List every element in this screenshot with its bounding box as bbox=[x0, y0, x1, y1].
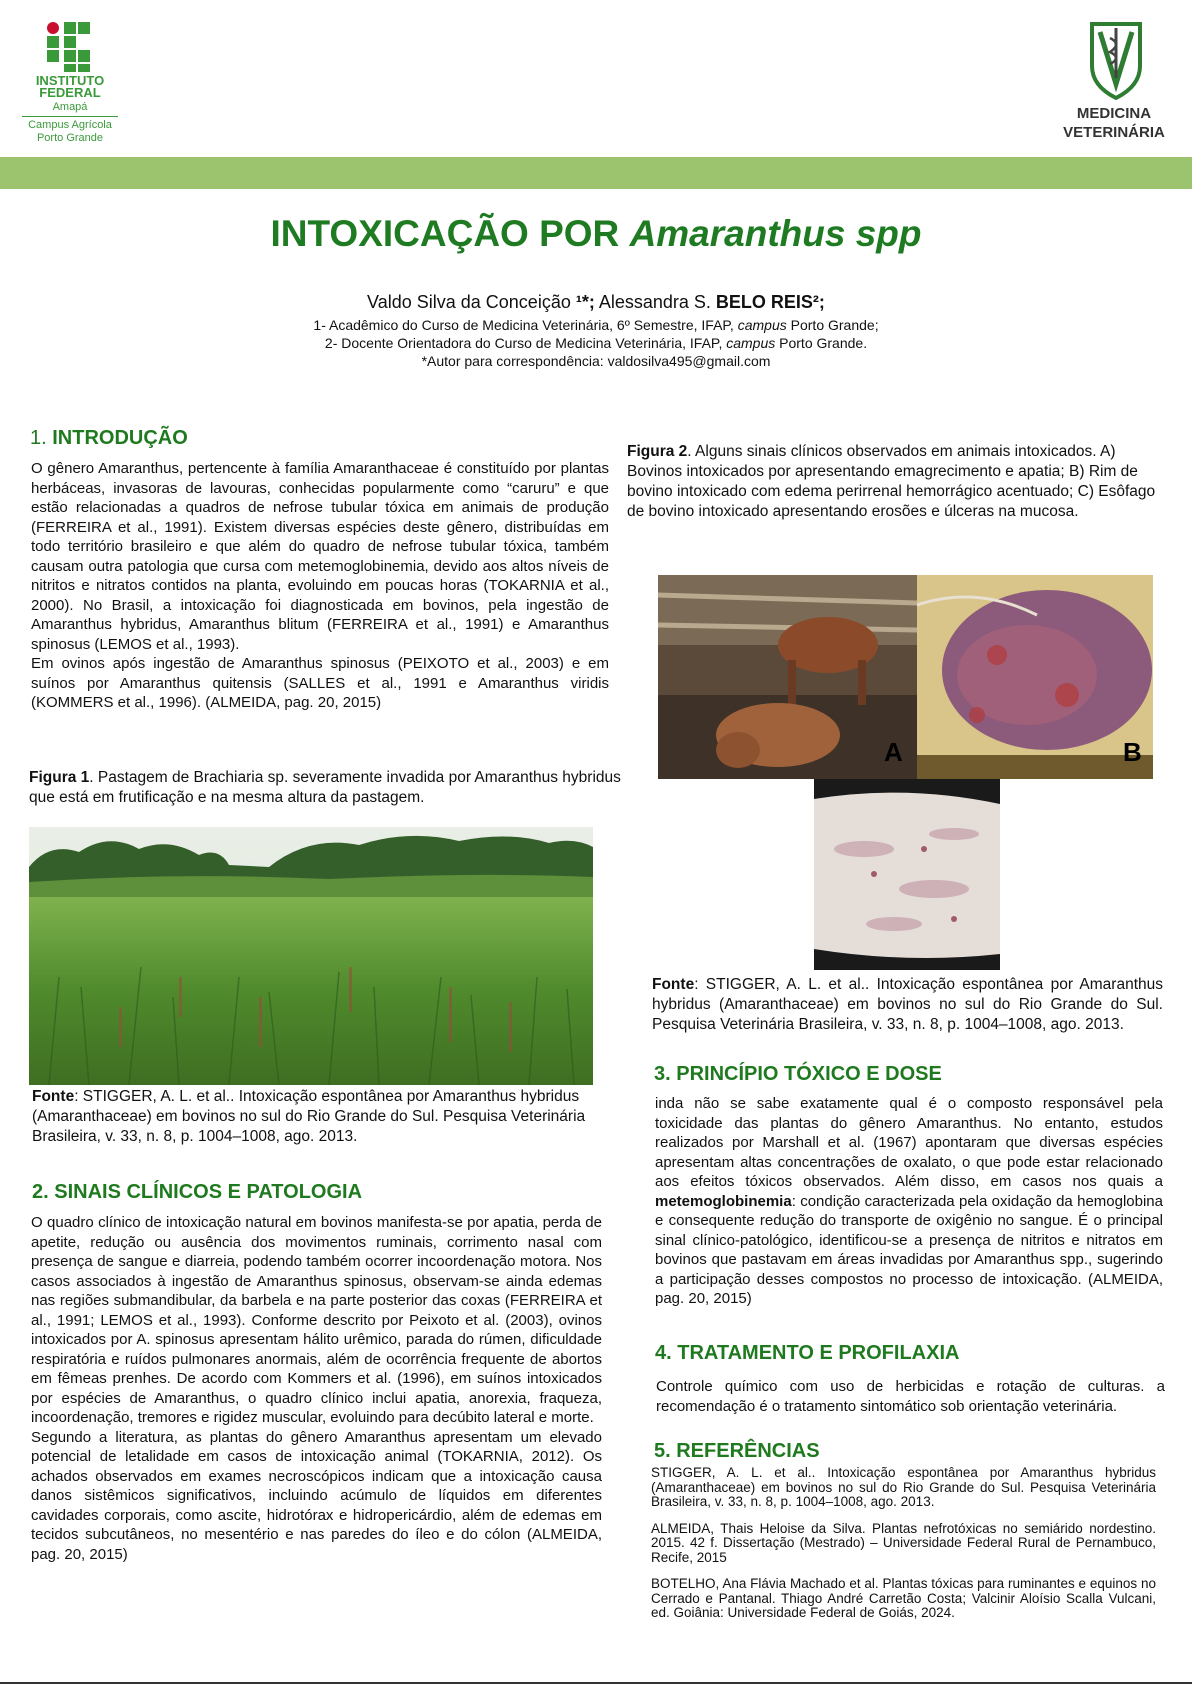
fig1-pasture-photo bbox=[29, 827, 593, 1085]
authors-line bbox=[0, 292, 1192, 313]
poster-title bbox=[0, 213, 1192, 255]
fig1-caption bbox=[29, 768, 629, 808]
fig1-source-label: Fonte bbox=[32, 1088, 75, 1105]
affiliation-1-suffix: Porto Grande; bbox=[786, 317, 879, 333]
fig2-source bbox=[652, 975, 1163, 1035]
affiliation-2 bbox=[0, 335, 1192, 351]
header-band bbox=[0, 157, 1192, 189]
mv-logo-line1: MEDICINA bbox=[1076, 105, 1152, 122]
if-logo-line4: Campus Agrícola bbox=[28, 119, 112, 131]
if-logo-line5: Porto Grande bbox=[36, 132, 104, 144]
fig1-source-text: : STIGGER, A. L. et al.. Intoxicação espontânea por Amaranthus hybridus (Amaranthaceae) em bovinos no sul do Rio Grande do Sul. Pesquisa Veterinária Brasileira, v. 33, n. 8, p. 1004–1008, ago. 2013. bbox=[32, 1088, 586, 1145]
fig1-label: Figura 1 bbox=[29, 769, 90, 786]
affiliation-1 bbox=[0, 317, 1192, 333]
if-logo-line1: INSTITUTO bbox=[35, 73, 105, 88]
toxic-text-bold: metemoglobinemia bbox=[655, 1192, 792, 1210]
fig2-source-label: Fonte bbox=[652, 976, 695, 993]
footer-rule bbox=[0, 1682, 1192, 1684]
if-logo-line3: Amapá bbox=[52, 101, 88, 113]
author-1-mark: ¹*; bbox=[575, 292, 595, 312]
intro-heading-text: INTRODUÇÃO bbox=[52, 427, 188, 449]
veterinary-shield-icon bbox=[1086, 20, 1146, 100]
affiliation-1-campus: campus bbox=[737, 317, 787, 333]
intro-text bbox=[31, 459, 609, 713]
fig2-caption bbox=[627, 442, 1167, 522]
affiliation-1-text: 1- Acadêmico do Curso de Medicina Veterinária, 6º Semestre, IFAP, bbox=[313, 317, 738, 333]
author-2-prefix: Alessandra S. bbox=[594, 292, 716, 312]
toxic-text-after: : condição caracterizada pela oxidação da hemoglobina e consequente redução do transporte de oxigênio no sangue. É o principal sinal clínico-patológico, identificou-se a presença de nitritos e nitratos em bovinos que pastavam em áreas invadidas por Amaranthus spp., sugerindo a participação desses compostos no processo de intoxicação. (ALMEIDA, pag. 20, 2015) bbox=[655, 1192, 1163, 1307]
fig2-panel-b-label: B bbox=[1123, 737, 1142, 767]
fig2-label: Figura 2 bbox=[627, 443, 688, 460]
author-2: BELO REIS²; bbox=[715, 292, 825, 312]
toxic-heading: 3. PRINCÍPIO TÓXICO E DOSE bbox=[654, 1063, 942, 1085]
reference-item: BOTELHO, Ana Flávia Machado et al. Plantas tóxicas para ruminantes e equinos no Cerrado e Pantanal. Thiago André Carretão Costa; Valcinir Aloísio Scalla Vulcani, ed. Goiânia: Universidade Federal de Goiás, 2024. bbox=[651, 1576, 1156, 1620]
signs-paragraph-1: O quadro clínico de intoxicação natural em bovinos manifesta-se por apatia, perda de apetite, redução ou ausência dos movimentos ruminais, corrimento nasal com presença de sangue e diarreia, podendo também ocorrer incoordenação motora. Nos casos associados à ingestão de Amaranthus spinosus, observam-se ainda edemas nas regiões submandibular, da barbela e na parte posterior das coxas (FERREIRA et al., 1991; LEMOS et al., 1993). Conforme descrito por Peixoto et al. (2003), ovinos intoxicados por A. spinosus apresentam hálito urêmico, parada do rúmen, dificuldade respiratória e ruídos pulmonares anormais, além de ocorrência frequente de abortos em fêmeas prenhes. De acordo com Kommers et al. (1996), em suínos intoxicados por espécies de Amaranthus, o quadro clínico inclui apatia, anorexia, fraqueza, incoordenação, tremores e rigidez muscular, evoluindo para decúbito lateral e morte. bbox=[31, 1214, 602, 1426]
fig2-panel-a-label: A bbox=[884, 737, 903, 767]
reference-item: STIGGER, A. L. et al.. Intoxicação espontânea por Amaranthus hybridus (Amaranthaceae) em bovinos no sul do Rio Grande do Sul. Pesquisa Veterinária Brasileira, v. 33, n. 8, p. 1004–1008, ago. 2013. bbox=[651, 1465, 1156, 1509]
toxic-text bbox=[655, 1094, 1163, 1309]
fig2-photo-a-cattle bbox=[658, 575, 917, 779]
treatment-heading: 4. TRATAMENTO E PROFILAXIA bbox=[655, 1342, 960, 1364]
treatment-text: Controle químico com uso de herbicidas e rotação de culturas. a recomendação é o tratamento sintomático sob orientação veterinária. bbox=[656, 1378, 1165, 1415]
author-1: Valdo Silva da Conceição bbox=[367, 292, 576, 312]
mv-logo bbox=[1050, 18, 1178, 148]
affiliation-2-text: 2- Docente Orientadora do Curso de Medicina Veterinária, IFAP, bbox=[324, 335, 727, 351]
title-species: Amaranthus spp bbox=[629, 213, 922, 254]
affiliation-2-suffix: Porto Grande. bbox=[775, 335, 868, 351]
fig2-photo-b-kidney bbox=[917, 575, 1153, 779]
reference-item: ALMEIDA, Thais Heloise da Silva. Plantas nefrotóxicas no semiárido nordestino. 2015. 42 f. Dissertação (Mestrado) – Universidade Federal Rural de Pernambuco, Recife, 2015 bbox=[651, 1520, 1156, 1565]
intro-paragraph-1: O gênero Amaranthus, pertencente à família Amaranthaceae é constituído por plantas herbáceas, invasoras de lavouras, conhecidas popularmente como “caruru” e que estão relacionadas a quadros de nefrose tubular tóxica em animais de produção (FERREIRA et al., 1991). Existem diversas espécies deste gênero, distribuídas em todo território brasileiro e que além do quadro de nefrose tubular tóxica, também causam outra patologia que cursa com metemoglobinemia, devido aos altos níveis de nitritos e nitratos contidos na planta, evoluindo em poucas horas (TOKARNIA et al., 2000). No Brasil, a intoxicação foi diagnosticada em bovinos, pela ingestão de Amaranthus hybridus, Amaranthus blitum (FERREIRA et al., 1991) e Amaranthus spinosus (LEMOS et al., 1993). bbox=[31, 460, 609, 653]
if-logo bbox=[20, 20, 120, 155]
affiliation-2-campus: campus bbox=[726, 335, 776, 351]
mv-logo-line2: VETERINÁRIA bbox=[1063, 124, 1165, 141]
fig2-source-text: : STIGGER, A. L. et al.. Intoxicação espontânea por Amaranthus hybridus (Amaranthaceae) em bovinos no sul do Rio Grande do Sul. Pesquisa Veterinária Brasileira, v. 33, n. 8, p. 1004–1008, ago. 2013. bbox=[652, 976, 1163, 1033]
fig1-source bbox=[32, 1087, 597, 1147]
if-logo-line2: FEDERAL bbox=[39, 85, 101, 100]
intro-heading bbox=[30, 427, 188, 450]
fig1-caption-text: . Pastagem de Brachiaria sp. severamente invadida por Amaranthus hybridus que está em frutificação e na mesma altura da pastagem. bbox=[29, 769, 621, 806]
signs-paragraph-2: Segundo a literatura, as plantas do gênero Amaranthus apresentam um elevado potencial de letalidade em casos de intoxicação animal (TOKARNIA, 2012). Os achados observados em exames necroscópicos indicam que a intoxicação causa danos sistêmicos significativos, incluindo acúmulo de líquidos em diferentes cavidades corporais, como ascite, hidrotórax e hidropericárdio, além de edemas em tecidos subcutâneos, no mesentério e nas paredes do íleo e do cólon (ALMEIDA, pag. 20, 2015) bbox=[31, 1428, 602, 1563]
fig2-photo-c-esophagus bbox=[814, 779, 1000, 970]
signs-text bbox=[31, 1213, 602, 1564]
signs-heading: 2. SINAIS CLÍNICOS E PATOLOGIA bbox=[32, 1181, 363, 1203]
references-heading: 5. REFERÊNCIAS bbox=[654, 1440, 820, 1462]
title-main: INTOXICAÇÃO POR bbox=[270, 213, 630, 254]
correspondence: *Autor para correspondência: valdosilva495@gmail.com bbox=[421, 353, 771, 369]
if-logo-grid-icon bbox=[20, 20, 120, 72]
references-list bbox=[651, 1466, 1156, 1621]
fig2-caption-text: . Alguns sinais clínicos observados em animais intoxicados. A) Bovinos intoxicados por apresentando emagrecimento e apatia; B) Rim de bovino intoxicado com edema perirrenal hemorrágico acentuado; C) Esôfago de bovino intoxicado apresentando erosões e úlceras na mucosa. bbox=[627, 443, 1156, 520]
toxic-text-before: inda não se sabe exatamente qual é o composto responsável pela toxicidade das plantas do gênero Amaranthus. No entanto, estudos realizados por Marshall et al. (1967) apontaram que diversas espécies apresentam altas concentrações de oxalato, o que pode estar relacionado aos efeitos tóxicos observados. Além disso, em casos nos quais a bbox=[655, 1095, 1163, 1190]
intro-heading-num: 1. bbox=[30, 427, 53, 449]
intro-paragraph-2: Em ovinos após ingestão de Amaranthus spinosus (PEIXOTO et al., 2003) e em suínos por Amaranthus quitensis (SALLES et al., 1991 e Amaranthus viridis (KOMMERS et al., 1996). (ALMEIDA, pag. 20, 2015) bbox=[31, 655, 609, 711]
